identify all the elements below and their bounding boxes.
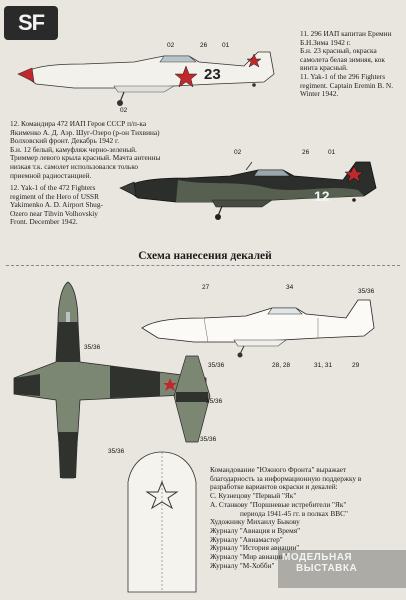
- caption-11-en-3: Winter 1942.: [300, 89, 339, 99]
- credits-line-2: благодарность за информационную поддержку в: [210, 473, 362, 483]
- aircraft-11-tail-number: 23: [204, 66, 221, 83]
- aircraft-12-tail-number: 12: [314, 188, 330, 204]
- caption-12-en-4: Ozero near Tihvin Volhovskiy: [10, 208, 98, 218]
- decal-callout-31: 31, 31: [314, 362, 333, 369]
- caption-aircraft-11: [300, 30, 404, 99]
- caption-11-ru-5: винта красный.: [300, 63, 348, 73]
- watermark-line-2: ВЫСТАВКА: [296, 563, 358, 574]
- credits-line-1: Командование "Южного Фронта" выражает: [210, 465, 347, 474]
- credits-line-4: С. Кузнецову "Первый "Як": [210, 491, 297, 501]
- aircraft-11-callout-01: 01: [222, 42, 230, 49]
- decal-scheme-heading: Схема нанесения декалей: [138, 250, 272, 262]
- caption-12-ru-2: Якименко А. Д. Аэр. Шуг-Озеро (р-он Тихвина): [10, 127, 160, 137]
- caption-11-en-1: 11. Yak-1 of the 296 Fighters: [300, 71, 386, 81]
- caption-11-en-2: regiment. Captain Eremin B. N.: [300, 80, 394, 90]
- decal-callout-3536-tail: 35/36: [206, 398, 223, 405]
- credits-line-9: Журналу "Авиамастер": [210, 534, 283, 544]
- aircraft-12-callout-02: 02: [234, 149, 242, 156]
- caption-12-ru-7: приемной радиостанцией.: [10, 170, 92, 180]
- credits-line-3: разработке вариантов окраски и декалей:: [210, 482, 338, 492]
- aircraft-12-callout-01: 01: [328, 149, 336, 156]
- credits-line-10: Журналу "История авиации": [210, 543, 300, 553]
- caption-11-ru-2: Б.Н.Зима 1942 г.: [300, 37, 351, 47]
- caption-aircraft-12-en: [10, 184, 130, 227]
- section-divider: [6, 265, 400, 266]
- caption-11-ru-1: 11. 296 ИАП капитан Еремин: [300, 29, 392, 38]
- aircraft-11-profile: [14, 40, 284, 110]
- decal-callout-3536-left: 35/36: [84, 344, 101, 351]
- decal-callout-3536-top: 35/36: [358, 288, 375, 295]
- caption-12-en-1: 12. Yak-1 of the 472 Fighters: [10, 183, 96, 192]
- aircraft-12-profile: [118, 150, 398, 226]
- aircraft-11-callout-02-top: 02: [167, 42, 175, 49]
- caption-12-en-3: Yakimenko A. D. Airport Shug-: [10, 200, 103, 210]
- aircraft-11-callout-26: 26: [200, 42, 208, 49]
- watermark: [278, 550, 406, 588]
- decal-callout-3536-bottom: 35/36: [200, 436, 217, 443]
- decal-callout-3536-fin: 35/36: [108, 448, 125, 455]
- decal-callout-29: 29: [352, 362, 360, 369]
- caption-12-ru-4: Б.н. 12 белый, камуфляж черно-зеленый.: [10, 144, 137, 154]
- aircraft-side-outline: [138, 290, 378, 360]
- caption-12-ru-1: 12. Командира 472 ИАП Героя СССР п/п-ка: [10, 119, 147, 128]
- caption-12-ru-5: Триммер левого крыла красный. Мачта антенны: [10, 153, 161, 163]
- publisher-logo: [4, 6, 58, 40]
- decal-callout-3536-mid: 35/36: [208, 362, 225, 369]
- credits-line-5: А. Станкову "Поршневые истребители "Як": [210, 499, 347, 509]
- aircraft-11-callout-02-bottom: 02: [120, 107, 128, 114]
- logo-text: SF: [17, 10, 45, 35]
- credits-line-11: Журналу "Мир авиации": [210, 552, 288, 562]
- credits-line-7: Художнику Михаилу Быкову: [210, 517, 300, 527]
- caption-11-ru-3: Б.н. 23 красный, окраска: [300, 46, 377, 56]
- credits-line-6: периода 1941-45 гг. в полках ВВС": [240, 508, 348, 518]
- credits-line-12: Журналу "М-Хобби": [210, 560, 275, 570]
- fin-detail-view: [122, 452, 202, 592]
- decal-callout-28: 28, 28: [272, 362, 291, 369]
- decal-callout-27: 27: [202, 284, 210, 291]
- watermark-line-1: МОДЕЛЬНАЯ: [282, 552, 353, 563]
- caption-12-ru-3: Волховский фронт. Декабрь 1942 г.: [10, 136, 120, 146]
- credits-line-8: Журналу "Авиация и Время": [210, 525, 301, 535]
- caption-12-en-5: Front. December 1942.: [10, 217, 78, 227]
- aircraft-12-callout-26: 26: [302, 149, 310, 156]
- caption-12-en-2: regiment of the Hero of USSR: [10, 191, 99, 201]
- caption-11-ru-4: самолета белая зимняя, кок: [300, 54, 385, 64]
- caption-12-ru-6: низкая т.к. самолет использовался только: [10, 161, 139, 171]
- decal-callout-34: 34: [286, 284, 294, 291]
